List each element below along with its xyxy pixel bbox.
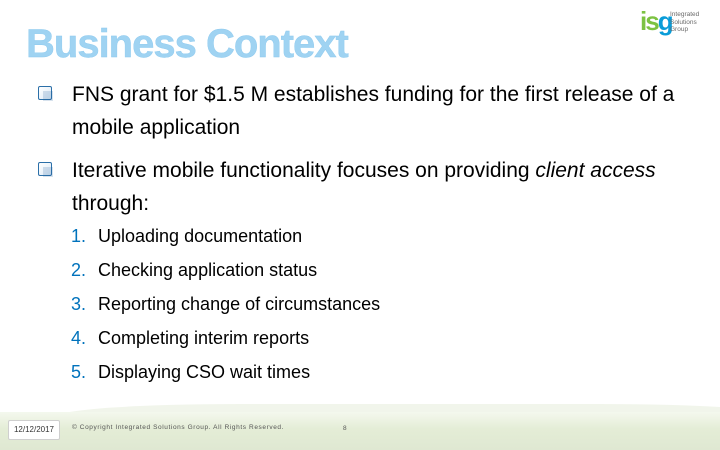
item-text: Checking application status: [98, 260, 318, 280]
checkbox-bullet-icon: [38, 86, 52, 100]
item-text: Reporting change of circumstances: [98, 294, 381, 314]
item-number: 5.: [71, 362, 87, 382]
bullet-list: [36, 78, 696, 222]
numbered-item: [71, 253, 380, 287]
item-number: 3.: [71, 294, 87, 314]
logo-text: [670, 11, 699, 34]
item-text: Displaying CSO wait times: [98, 362, 311, 382]
footer-copyright: © Copyright Integrated Solutions Group. All Rights Reserved.: [72, 424, 285, 431]
bullet-text-after: through:: [72, 192, 150, 215]
logo-text-line: Integrated: [670, 11, 700, 18]
numbered-list: [71, 219, 380, 389]
checkbox-bullet-icon: [38, 162, 52, 176]
numbered-item: [71, 219, 380, 253]
logo-mark-prefix: is: [640, 6, 658, 36]
footer-bar: [0, 412, 720, 450]
footer-page-number: 8: [343, 425, 347, 432]
bullet-text: FNS grant for $1.5 M establishes funding for the first release of a mobile application: [72, 83, 675, 139]
item-text: Uploading documentation: [98, 226, 303, 246]
bullet-item: [36, 154, 696, 220]
numbered-item: [71, 287, 380, 321]
bullet-emphasis: client access: [535, 159, 656, 182]
item-number: 4.: [71, 328, 87, 348]
slide-title: Business Context: [26, 22, 348, 66]
footer-date: 12/12/2017: [8, 420, 60, 440]
bullet-text: Iterative mobile functionality focuses on providing: [72, 159, 536, 182]
logo-mark-suffix: g: [657, 6, 672, 36]
isg-logo: [640, 8, 714, 38]
logo-mark: [640, 8, 672, 34]
logo-text-line: Group: [670, 26, 689, 33]
logo-text-line: Solutions: [670, 18, 697, 26]
item-number: 1.: [71, 226, 87, 246]
item-number: 2.: [71, 260, 87, 280]
numbered-item: [71, 321, 380, 355]
item-text: Completing interim reports: [98, 328, 310, 348]
bullet-item: [36, 78, 696, 144]
numbered-item: [71, 355, 380, 389]
